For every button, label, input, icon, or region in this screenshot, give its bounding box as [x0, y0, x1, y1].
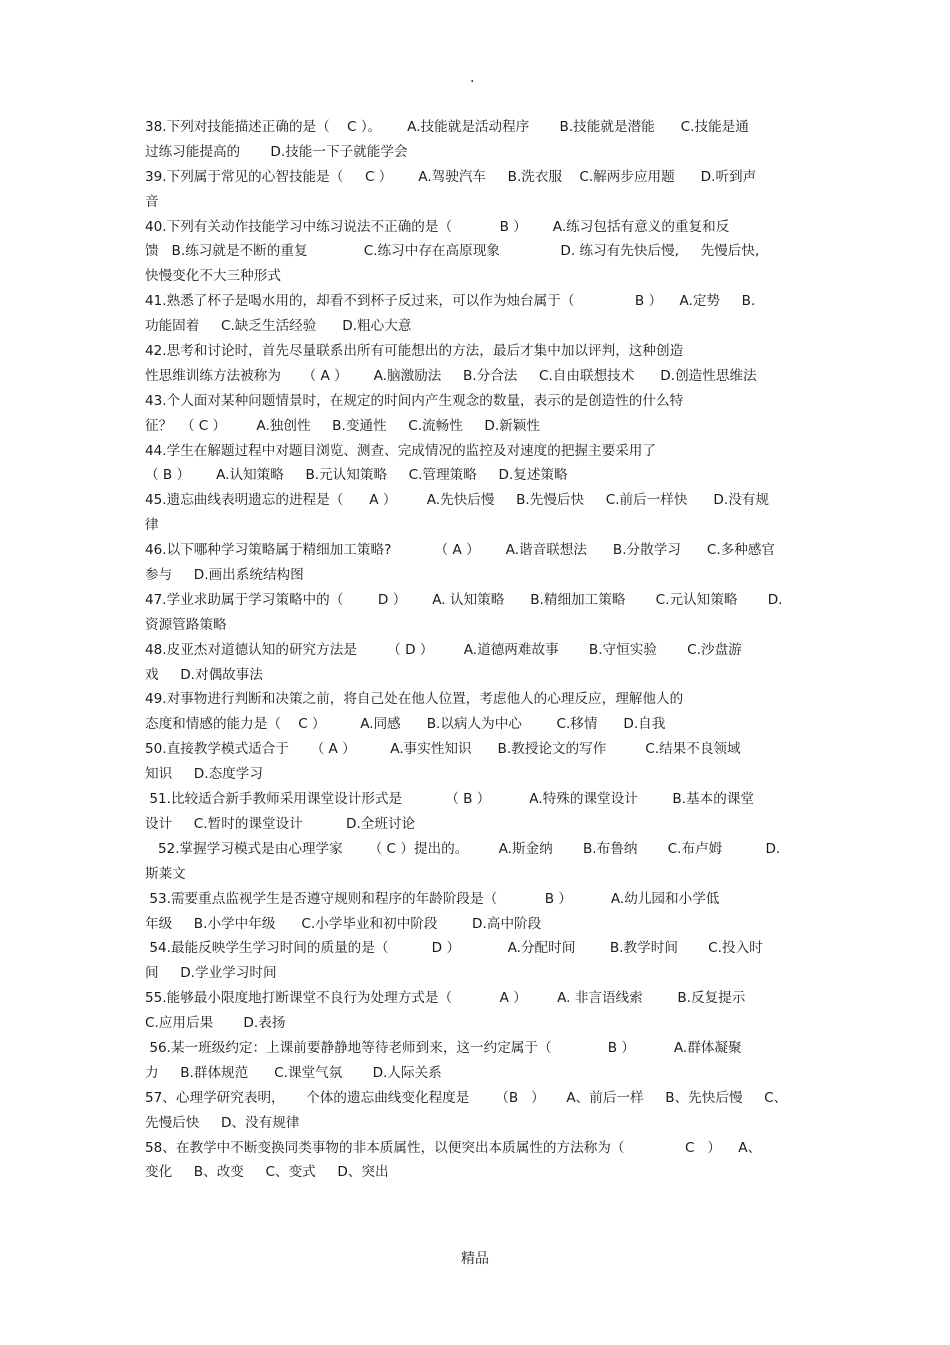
text-line: 40.下列有关动作技能学习中练习说法不正确的是（ B ） A.练习包括有意义的重复和反	[145, 218, 730, 235]
text-line: 征？ （ C ） A.独创性 B.变通性 C.流畅性 D.新颖性	[145, 417, 540, 434]
text-line: 年级 B.小学中年级 C.小学毕业和初中阶段 D.高中阶段	[145, 915, 542, 932]
text-line: 过练习能提高的 D.技能一下子就能学会	[145, 143, 408, 160]
text-line: 变化 B、改变 C、变式 D、突出	[145, 1164, 389, 1181]
text-line: （ B ） A.认知策略 B.元认知策略 C.管理策略 D.复述策略	[145, 467, 568, 484]
text-line: 38.下列对技能描述正确的是（ C ）。 A.技能就是活动程序 B.技能就是潜能 C.技能是通	[145, 119, 749, 135]
text-line: 44.学生在解题过程中对题目浏览、测查、完成情况的监控及对速度的把握主要采用了	[145, 442, 656, 459]
page-footer: 精品	[461, 1251, 489, 1267]
text-line: 50.直接教学模式适合于 （ A ） A.事实性知识 B.教授论文的写作 C.结果不良领域	[145, 741, 741, 758]
text-line: 律	[145, 517, 159, 534]
text-line: 设计 C.暂时的课堂设计 D.全班讨论	[145, 815, 416, 832]
text-line: 音	[145, 193, 159, 210]
text-line: 43.个人面对某种问题情景时，在规定的时间内产生观念的数量，表示的是创造性的什么特	[145, 392, 684, 409]
text-line: 斯莱文	[145, 865, 186, 882]
text-line: 57、心理学研究表明， 个体的遗忘曲线变化程度是 （B ） A、前后一样 B、先快后慢 C、	[145, 1089, 788, 1106]
text-line: 41.熟悉了杯子是喝水用的，却看不到杯子反过来，可以作为烛台属于（ B ） A.定势 B.	[145, 293, 756, 310]
text-line: 参与 D.画出系统结构图	[145, 567, 304, 584]
text-line: 51.比较适合新手教师采用课堂设计形式是 （ B ） A.特殊的课堂设计 B.基本的课堂	[145, 791, 755, 808]
text-line: 知识 D.态度学习	[145, 766, 263, 783]
text-line: 48.皮亚杰对道德认知的研究方法是 （ D ） A.道德两难故事 B.守恒实验 C.沙盘游	[145, 641, 742, 658]
text-line: 间 D.学业学习时间	[145, 965, 277, 982]
text-line: 39.下列属于常见的心智技能是（ C ） A.驾驶汽车 B.洗衣服 C.解两步应用题 D.听到声	[145, 168, 757, 185]
text-line: 52.掌握学习模式是由心理学家 （ C ）提出的。 A.斯金纳 B.布鲁纳 C.布卢姆 D.	[145, 840, 781, 857]
text-line: 馈 B.练习就是不断的重复 C.练习中存在高原现象 D. 练习有先快后慢, 先慢后快,	[145, 243, 760, 260]
text-line: 快慢变化不大三种形式	[145, 268, 281, 285]
text-line: 力 B.群体规范 C.课堂气氛 D.人际关系	[145, 1064, 442, 1081]
text-line: 戏 D.对偶故事法	[145, 666, 263, 683]
text-line: 性思维训练方法被称为 （ A ） A.脑激励法 B.分合法 C.自由联想技术 D.创造性思维法	[145, 367, 757, 384]
text-line: 功能固着 C.缺乏生活经验 D.粗心大意	[145, 318, 412, 335]
text-line: 47.学业求助属于学习策略中的（ D ） A. 认知策略 B.精细加工策略 C.元认知策略 D.	[145, 591, 783, 608]
header-mark: .	[470, 70, 475, 86]
text-line: C.应用后果 D.表扬	[145, 1015, 286, 1032]
text-line: 53.需要重点监视学生是否遵守规则和程序的年龄阶段是（ B ） A.幼儿园和小学低	[145, 890, 720, 907]
text-line: 42.思考和讨论时，首先尽量联系出所有可能想出的方法，最后才集中加以评判，这种创造	[145, 343, 684, 360]
text-line: 56.某一班级约定：上课前要静静地等待老师到来，这一约定属于（ B ） A.群体凝聚	[145, 1039, 742, 1056]
text-line: 46.以下哪种学习策略属于精细加工策略? （ A ） A.谐音联想法 B.分散学习 C.多种感官	[145, 542, 776, 559]
text-line: 资源管路策略	[145, 616, 227, 633]
text-line: 态度和情感的能力是（ C ） A.同感 B.以病人为中心 C.移情 D.自我	[145, 716, 666, 733]
text-line: 55.能够最小限度地打断课堂不良行为处理方式是（ A ） A. 非言语线索 B.反复提示	[145, 990, 746, 1007]
text-line: 58、在教学中不断变换同类事物的非本质属性，以便突出本质属性的方法称为（ C ） A、	[145, 1139, 762, 1156]
text-line: 45.遗忘曲线表明遗忘的进程是（ A ） A.先快后慢 B.先慢后快 C.前后一样快 D.没有规	[145, 492, 769, 509]
text-line: 49.对事物进行判断和决策之前，将自己处在他人位置，考虑他人的心理反应，理解他人的	[145, 691, 684, 708]
text-line: 54.最能反映学生学习时间的质量的是（ D ） A.分配时间 B.教学时间 C.投入时	[145, 940, 763, 957]
question-list	[145, 115, 815, 1185]
text-line: 先慢后快 D、没有规律	[145, 1114, 300, 1131]
